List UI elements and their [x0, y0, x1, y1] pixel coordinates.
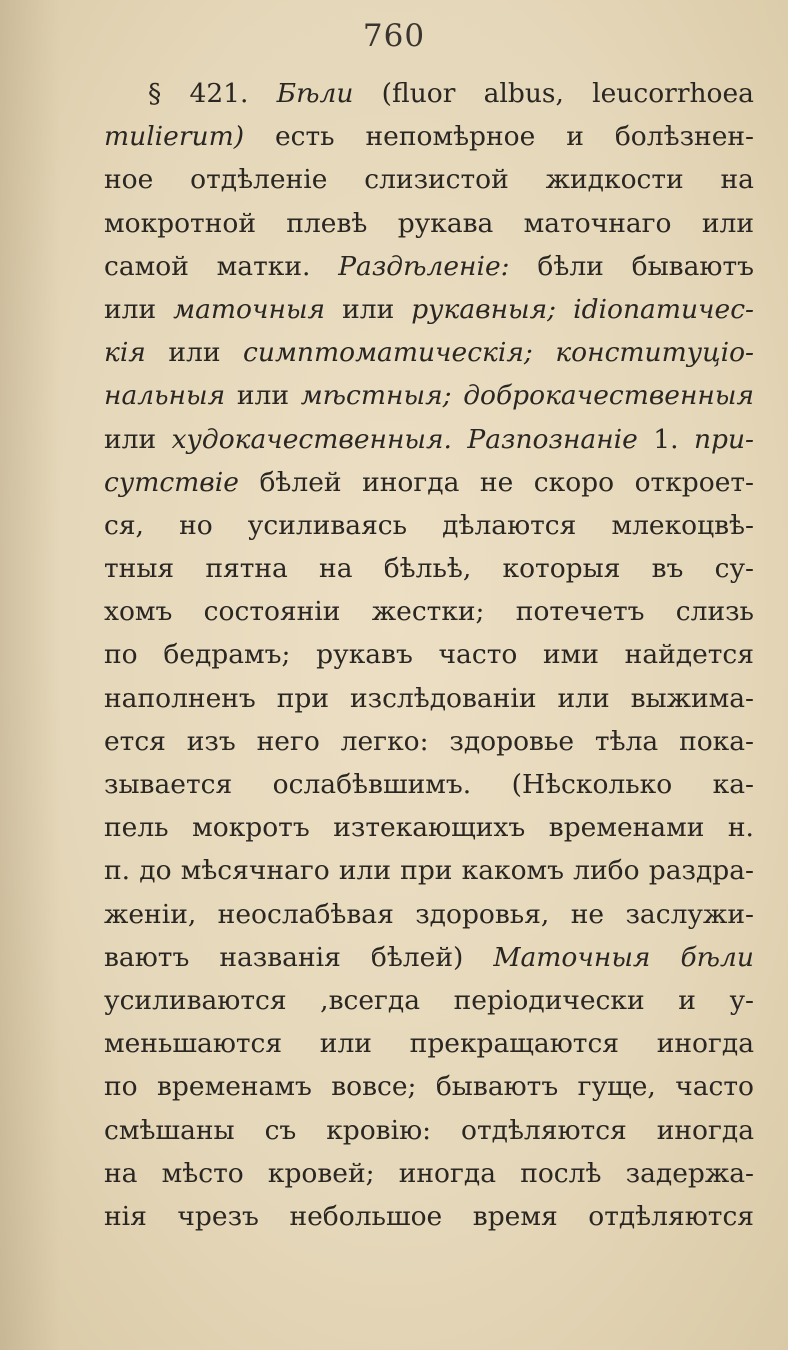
- text-segment: женіи, неослабѣвая здоровья, не заслужи-: [104, 898, 754, 930]
- text-segment: или: [225, 380, 301, 412]
- italic-text: маточныя: [173, 293, 326, 325]
- text-line: [104, 720, 754, 763]
- text-line: [104, 806, 754, 849]
- text-segment: тныя пятна на бѣльѣ, которыя въ су-: [104, 553, 754, 585]
- text-line: [104, 158, 754, 201]
- text-segment: нія чрезъ небольшое время отдѣляются: [104, 1200, 754, 1232]
- text-segment: пель мокротъ изтекающихъ временами н.: [104, 812, 754, 844]
- text-line: [104, 936, 754, 979]
- text-line: [104, 115, 754, 158]
- italic-text: нальныя: [104, 380, 226, 412]
- text-segment: бѣлей иногда не скоро откроет-: [238, 466, 754, 498]
- text-segment: наполненъ при изслѣдованіи или выжима-: [104, 682, 754, 714]
- italic-text: Бѣли: [276, 78, 354, 109]
- italic-text: сутствіе: [104, 466, 239, 498]
- text-line: [104, 1195, 754, 1238]
- text-segment: § 421.: [148, 78, 277, 109]
- text-line: [104, 677, 754, 720]
- text-segment: хомъ состояніи жестки; потечетъ слизь: [104, 596, 754, 628]
- text-segment: 1.: [637, 423, 694, 455]
- text-line: [104, 590, 754, 633]
- text-line: [104, 1152, 754, 1195]
- text-segment: смѣшаны съ кровію: отдѣляются иногда: [104, 1114, 754, 1146]
- body-text: [104, 72, 754, 1238]
- text-segment: зывается ослабѣвшимъ. (Нѣсколько ка-: [104, 769, 754, 800]
- text-segment: самой матки.: [104, 250, 339, 282]
- italic-text: при-: [693, 423, 754, 455]
- text-segment: на мѣсто кровей; иногда послѣ задержа-: [104, 1157, 754, 1189]
- text-segment: или: [104, 293, 174, 325]
- text-line: [104, 72, 754, 115]
- italic-text: Раздѣленіе:: [338, 250, 510, 282]
- text-line: [104, 245, 754, 288]
- italic-text: Маточныя бѣли: [493, 941, 754, 973]
- italic-text: рукавныя; idiопатичес-: [411, 293, 754, 325]
- text-line: [104, 418, 754, 461]
- text-segment: ваютъ названія бѣлей): [104, 941, 494, 973]
- text-line: [104, 633, 754, 676]
- text-line: [104, 288, 754, 331]
- text-segment: или: [325, 293, 412, 325]
- text-line: [104, 504, 754, 547]
- text-line: [104, 849, 754, 892]
- text-line: [104, 979, 754, 1022]
- italic-text: mulierum): [104, 121, 245, 153]
- text-segment: или: [145, 337, 244, 369]
- text-line: [104, 893, 754, 936]
- italic-text: мѣстныя; доброкачественныя: [300, 380, 754, 412]
- text-segment: есть непомѣрное и болѣзнен-: [244, 121, 754, 153]
- text-segment: по временамъ вовсе; бываютъ гуще, часто: [104, 1071, 754, 1103]
- text-line: [104, 1022, 754, 1065]
- text-segment: ное отдѣленіе слизистой жидкости на: [104, 164, 754, 196]
- text-segment: ся, но усиливаясь дѣлаются млекоцвѣ-: [104, 509, 754, 541]
- text-segment: или: [104, 423, 172, 455]
- text-segment: по бедрамъ; рукавъ часто ими найдется: [104, 639, 754, 671]
- text-line: [104, 331, 754, 374]
- text-line: [104, 202, 754, 245]
- text-segment: мокротной плевѣ рукава маточнаго или: [104, 207, 754, 239]
- text-segment: ется изъ него легко: здоровье тѣла пока-: [104, 725, 754, 757]
- italic-text: худокачественныя. Разпознаніе: [171, 423, 638, 455]
- text-line: [104, 374, 754, 417]
- italic-text: кія: [104, 337, 146, 369]
- text-segment: бѣли бываютъ: [509, 250, 754, 282]
- text-segment: п. до мѣсячнаго или при какомъ либо раздра-: [104, 855, 754, 887]
- text-line: [104, 763, 754, 806]
- text-segment: меньшаются или прекращаются иногда: [104, 1028, 754, 1060]
- text-segment: (fluor albus, leucorrhoea: [353, 78, 754, 109]
- page-number: 760: [362, 18, 426, 54]
- text-line: [104, 547, 754, 590]
- page-edge-shadow: [0, 0, 60, 1350]
- italic-text: симптоматическія; конституціо-: [243, 337, 754, 369]
- text-line: [104, 461, 754, 504]
- text-line: [104, 1109, 754, 1152]
- text-line: [104, 1065, 754, 1108]
- text-segment: усиливаются ,всегда періодически и у-: [104, 984, 754, 1016]
